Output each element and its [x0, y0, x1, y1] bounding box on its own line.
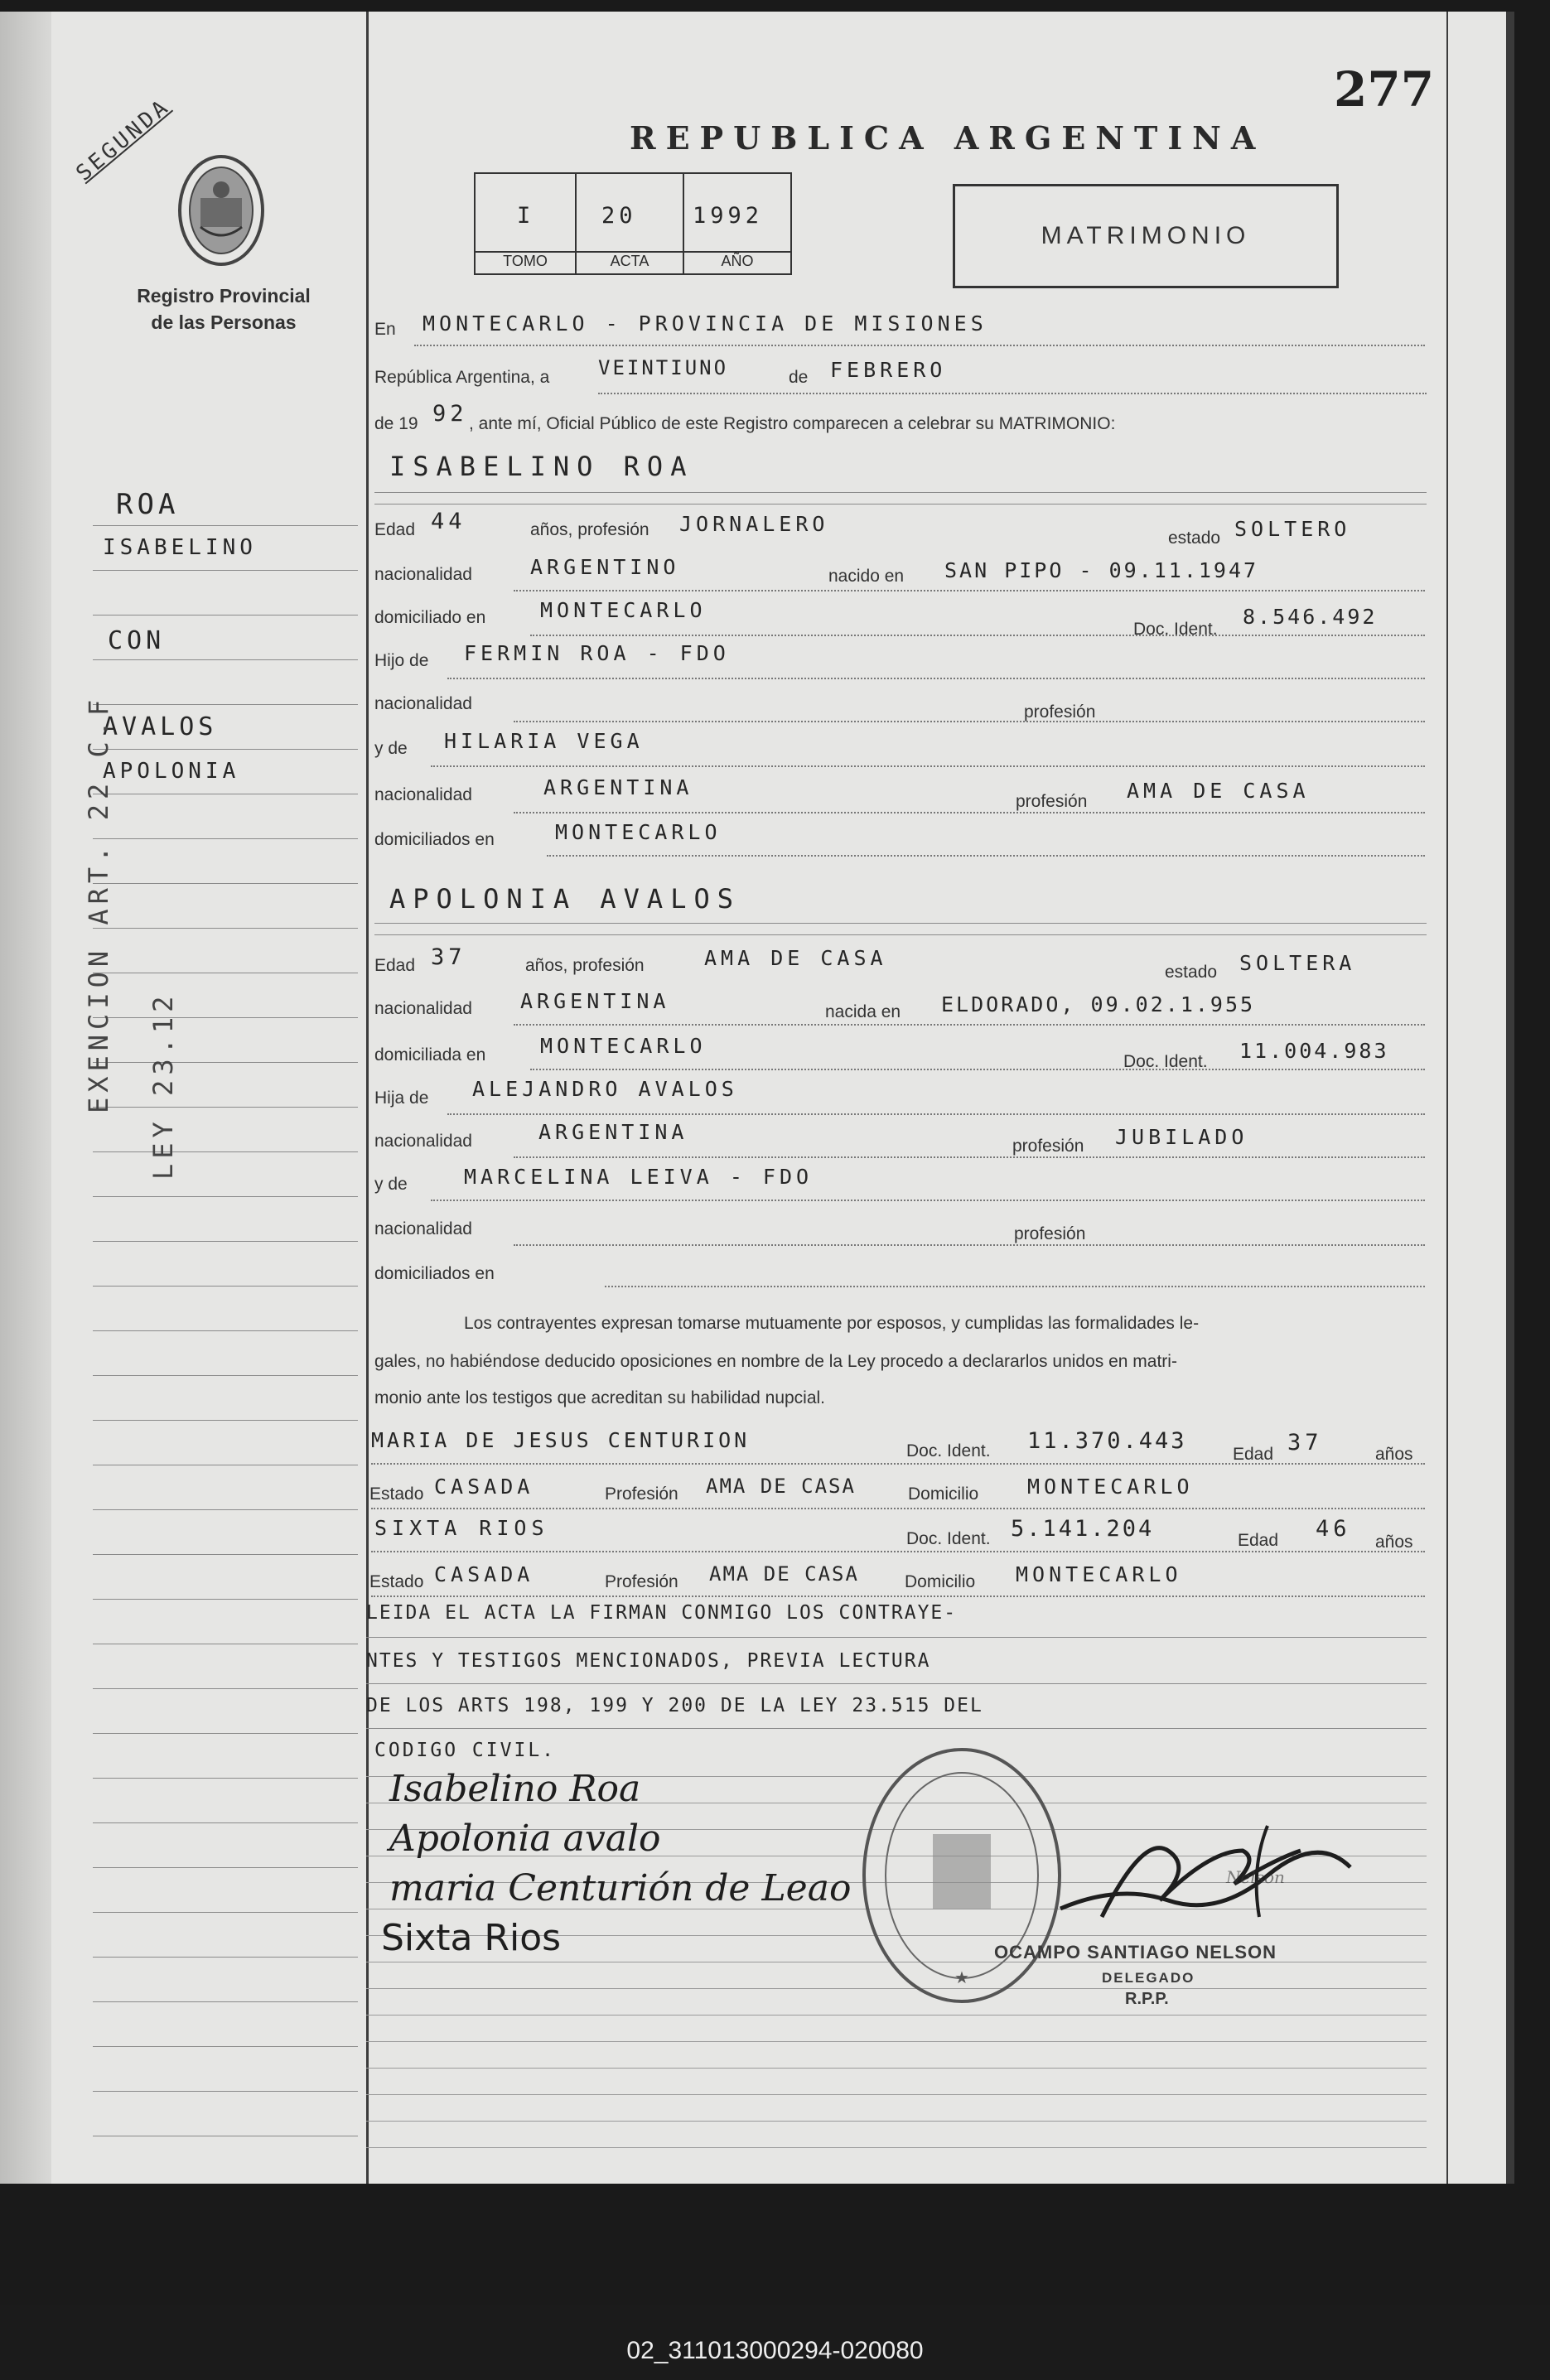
groom-nac-label: nacionalidad	[374, 565, 472, 584]
witness2-edad-label: Edad	[1238, 1531, 1279, 1550]
witness1-line2	[371, 1508, 1425, 1509]
bride-padre: ALEJANDRO AVALOS	[472, 1077, 738, 1101]
book-binding	[0, 12, 51, 2184]
witness1-doc: 11.370.443	[1027, 1428, 1187, 1454]
margin-rule	[93, 704, 358, 705]
groom-doc-label: Doc. Ident.	[1133, 620, 1218, 639]
lower-rule	[366, 2121, 1427, 2122]
bride-padre-nac-line	[514, 1156, 1425, 1158]
groom-edad-label: Edad	[374, 520, 416, 539]
witness1-dom-label: Domicilio	[908, 1484, 979, 1504]
bride-madre-nac-line	[514, 1244, 1425, 1246]
witness1-estado-label: Estado	[369, 1484, 424, 1504]
anio-label: AÑO	[684, 251, 790, 270]
year-suffix: 92	[432, 401, 468, 427]
groom-nacionalidad: ARGENTINO	[530, 555, 680, 579]
registry-name-line1: Registro Provincial	[137, 285, 311, 307]
image-id: 02_311013000294-020080	[626, 2337, 924, 2364]
signature-bride: Apolonia avalo	[389, 1818, 661, 1860]
groom-madre-nac-label: nacionalidad	[374, 785, 472, 804]
witness1-prof-label: Profesión	[605, 1484, 678, 1504]
year-prefix: de 19	[374, 414, 418, 433]
groom-full-name: ISABELINO ROA	[389, 451, 694, 482]
day: VEINTIUNO	[598, 356, 729, 379]
bride-madre-nac-label: nacionalidad	[374, 1219, 472, 1238]
closing-rule1	[366, 1637, 1427, 1638]
act-type-box	[953, 184, 1339, 288]
groom-hijo-label: Hijo de	[374, 651, 429, 670]
month: FEBRERO	[830, 358, 947, 382]
bride-nacionalidad: ARGENTINA	[520, 989, 670, 1013]
margin-rule	[93, 1196, 358, 1197]
margin-rule	[93, 615, 358, 616]
groom-nac-line	[514, 590, 1425, 591]
bride-nacida: ELDORADO, 09.02.1.955	[941, 992, 1256, 1016]
groom-dom-label: domiciliado en	[374, 608, 486, 627]
witness2-domicilio: MONTECARLO	[1016, 1562, 1182, 1586]
groom-dom-line	[530, 635, 1425, 636]
margin-rule	[93, 1330, 358, 1331]
bride-name-line	[374, 923, 1427, 924]
margin-rule	[93, 1554, 358, 1555]
margin-divider	[366, 12, 369, 2184]
groom-doc: 8.546.492	[1243, 605, 1378, 629]
groom-nacido: SAN PIPO - 09.11.1947	[944, 558, 1259, 582]
right-divider	[1446, 12, 1448, 2184]
bride-yde-label: y de	[374, 1175, 408, 1194]
registry-stamp-icon	[858, 1743, 1065, 2012]
bride-domicilio: MONTECARLO	[540, 1034, 707, 1058]
witness2-line2	[371, 1596, 1425, 1597]
groom-domicilio: MONTECARLO	[540, 598, 707, 622]
official-office: R.P.P.	[1125, 1990, 1169, 2008]
signature-witness2: Sixta Rios	[381, 1917, 562, 1959]
margin-rule	[93, 2001, 358, 2002]
margin-rule	[93, 525, 358, 526]
witness2-edad: 46	[1316, 1516, 1351, 1542]
margin-rule	[93, 749, 358, 750]
groom-padre-nac-label: nacionalidad	[374, 694, 472, 713]
lower-rule	[366, 2068, 1427, 2069]
lower-rule	[366, 2015, 1427, 2016]
witness2-estado-label: Estado	[369, 1572, 424, 1591]
groom-padre-line	[447, 678, 1425, 679]
margin-rule	[93, 659, 358, 660]
margin-rule	[93, 928, 358, 929]
bride-anios-label: años, profesión	[525, 956, 645, 975]
witness1-edad-label: Edad	[1233, 1445, 1274, 1464]
official-signature-icon	[1052, 1801, 1359, 1938]
witness2-anios-label: años	[1375, 1533, 1413, 1552]
bride-nacida-label: nacida en	[825, 1002, 901, 1021]
bride-padre-prof-label: profesión	[1012, 1137, 1084, 1156]
bride-dom-label: domiciliada en	[374, 1045, 486, 1064]
country-title: REPUBLICA ARGENTINA	[630, 119, 1266, 157]
groom-nacido-label: nacido en	[828, 567, 905, 586]
acta-value: 20	[601, 203, 637, 229]
witness1-name: MARIA DE JESUS CENTURION	[371, 1428, 751, 1452]
anio-value: 1992	[693, 203, 764, 229]
bride-padre-nac-label: nacionalidad	[374, 1132, 472, 1151]
groom-madre: HILARIA VEGA	[444, 729, 644, 753]
groom-yde-label: y de	[374, 739, 408, 758]
groom-doms-line	[547, 855, 1425, 857]
margin-rule	[93, 1867, 358, 1868]
bride-madre-line	[431, 1200, 1425, 1201]
exemption-stamp-line1: EXENCION ART. 22 C.F	[83, 694, 114, 1113]
witness1-edad: 37	[1287, 1430, 1323, 1456]
witness2-line	[371, 1551, 1425, 1552]
closing-line2: NTES Y TESTIGOS MENCIONADOS, PREVIA LECTURA	[366, 1650, 931, 1672]
margin-rule	[93, 1241, 358, 1242]
margin-rule	[93, 1599, 358, 1600]
witness1-domicilio: MONTECARLO	[1027, 1475, 1194, 1499]
bride-estado-label: estado	[1165, 963, 1218, 982]
folio-number: 277	[1334, 61, 1435, 118]
groom-name-line	[374, 492, 1427, 493]
tomo-label: TOMO	[476, 251, 575, 270]
place: MONTECARLO - PROVINCIA DE MISIONES	[423, 311, 987, 336]
declaration-line1: Los contrayentes expresan tomarse mutuamente por esposos, y cumplidas las formalidades le-	[464, 1314, 1200, 1333]
bride-nac-line	[514, 1024, 1425, 1026]
margin-rule	[93, 1017, 358, 1018]
bride-madre-prof-label: profesión	[1014, 1224, 1086, 1243]
svg-text:★: ★	[954, 1967, 969, 1987]
margin-rule	[93, 570, 358, 571]
en-label: En	[374, 320, 396, 339]
groom-madre-nac: ARGENTINA	[543, 775, 693, 799]
de-label: de	[789, 368, 809, 387]
witness2-prof-label: Profesión	[605, 1572, 678, 1591]
margin-rule	[93, 1822, 358, 1823]
register-page	[0, 12, 1514, 2184]
margin-rule	[93, 1151, 358, 1152]
margin-rule	[93, 1912, 358, 1913]
margin-rule	[93, 1733, 358, 1734]
date-line	[598, 393, 1427, 394]
margin-groom-name: ISABELINO	[103, 535, 257, 560]
groom-madre-prof-label: profesión	[1016, 792, 1088, 811]
tomo-acta-box	[474, 172, 792, 275]
margin-rule	[93, 2046, 358, 2047]
tomo-value: I	[517, 203, 535, 229]
acta-label: ACTA	[577, 251, 683, 270]
bride-hija-label: Hija de	[374, 1089, 429, 1108]
groom-estado-label: estado	[1168, 529, 1221, 548]
bride-padre-prof: JUBILADO	[1115, 1125, 1248, 1149]
witness1-estado: CASADA	[434, 1475, 534, 1499]
groom-doms-label: domiciliados en	[374, 830, 495, 849]
official-role: DELEGADO	[1102, 1970, 1195, 1986]
copy-note: SEGUNDA	[71, 94, 176, 186]
witness2-doc-label: Doc. Ident.	[906, 1529, 991, 1548]
groom-madre-prof: AMA DE CASA	[1127, 779, 1310, 803]
republic-label: República Argentina, a	[374, 368, 550, 387]
groom-madre-line	[431, 765, 1425, 767]
signature-witness1: maria Centurión de Leao	[389, 1867, 852, 1909]
bride-doms-line	[605, 1286, 1425, 1287]
bride-edad-label: Edad	[374, 956, 416, 975]
witness2-estado: CASADA	[434, 1562, 534, 1586]
lower-rule	[366, 2147, 1427, 2148]
margin-rule	[93, 1688, 358, 1689]
declaration-line3: monio ante los testigos que acreditan su habilidad nupcial.	[374, 1388, 826, 1407]
witness2-profesion: AMA DE CASA	[709, 1562, 859, 1586]
signature-groom: Isabelino Roa	[389, 1768, 641, 1810]
bride-profesion: AMA DE CASA	[704, 946, 887, 970]
groom-padre: FERMIN ROA - FDO	[464, 641, 730, 665]
witness1-line	[371, 1463, 1425, 1465]
official-name: OCAMPO SANTIAGO NELSON	[994, 1942, 1277, 1962]
groom-madre-nac-line	[514, 812, 1425, 813]
bride-name-line2	[374, 934, 1427, 935]
margin-rule	[93, 838, 358, 839]
groom-padre-prof-label: profesión	[1024, 702, 1096, 722]
bride-full-name: APOLONIA AVALOS	[389, 883, 741, 915]
margin-rule	[93, 2091, 358, 2092]
margin-rule	[93, 1375, 358, 1376]
official-signature-text: Nelson	[1226, 1867, 1285, 1887]
bride-padre-nac: ARGENTINA	[538, 1120, 688, 1144]
bride-padre-line	[447, 1113, 1425, 1115]
act-type: MATRIMONIO	[1041, 222, 1251, 249]
closing-line3: DE LOS ARTS 198, 199 Y 200 DE LA LEY 23.515 DEL	[366, 1695, 983, 1716]
margin-groom-surname: ROA	[116, 488, 180, 521]
witness1-profesion: AMA DE CASA	[706, 1475, 856, 1498]
groom-doms: MONTECARLO	[555, 820, 722, 844]
provincial-seal-icon	[176, 152, 267, 273]
bride-madre: MARCELINA LEIVA - FDO	[464, 1165, 814, 1189]
bride-doms-label: domiciliados en	[374, 1264, 495, 1283]
groom-estado: SOLTERO	[1234, 517, 1351, 541]
witness1-doc-label: Doc. Ident.	[906, 1441, 991, 1460]
registry-name-line2: de las Personas	[151, 311, 297, 333]
intro-text: , ante mí, Oficial Público de este Registro comparecen a celebrar su MATRIMONIO:	[469, 414, 1116, 433]
groom-padre-nac-line	[514, 721, 1425, 722]
witness2-dom-label: Domicilio	[905, 1572, 976, 1591]
margin-with: CON	[108, 626, 166, 655]
closing-rule2	[366, 1683, 1427, 1684]
closing-rule3	[366, 1728, 1427, 1729]
groom-profesion: JORNALERO	[679, 512, 829, 536]
margin-bride-name: APOLONIA	[103, 759, 240, 784]
lower-rule	[366, 2041, 1427, 2042]
witness2-doc: 5.141.204	[1011, 1516, 1155, 1542]
margin-rule	[93, 1062, 358, 1063]
margin-rule	[93, 1107, 358, 1108]
margin-rule	[93, 1957, 358, 1958]
bride-dom-line	[530, 1069, 1425, 1070]
bride-doc: 11.004.983	[1239, 1039, 1389, 1063]
bride-edad: 37	[431, 944, 466, 970]
closing-line4: CODIGO CIVIL.	[374, 1740, 557, 1761]
place-line	[414, 345, 1425, 346]
margin-rule	[93, 1778, 358, 1779]
exemption-stamp-line2: LEY 23.12	[147, 991, 179, 1180]
margin-rule	[93, 883, 358, 884]
lower-rule	[366, 2094, 1427, 2095]
bride-nac-label: nacionalidad	[374, 999, 472, 1018]
bride-estado: SOLTERA	[1239, 951, 1356, 975]
witness2-name: SIXTA RIOS	[374, 1516, 549, 1540]
declaration-line2: gales, no habiéndose deducido oposiciones en nombre de la Ley procedo a declararlos unidos en matri-	[374, 1352, 1177, 1371]
margin-rule	[93, 1420, 358, 1421]
bride-doc-label: Doc. Ident.	[1123, 1052, 1208, 1071]
margin-rule	[93, 1286, 358, 1287]
groom-anios-label: años, profesión	[530, 520, 649, 539]
margin-rule	[93, 1509, 358, 1510]
witness1-anios-label: años	[1375, 1445, 1413, 1464]
closing-line1: LEIDA EL ACTA LA FIRMAN CONMIGO LOS CONTRAYE-	[366, 1602, 958, 1624]
margin-bride-surname: AVALOS	[103, 712, 218, 741]
groom-edad: 44	[431, 509, 466, 534]
